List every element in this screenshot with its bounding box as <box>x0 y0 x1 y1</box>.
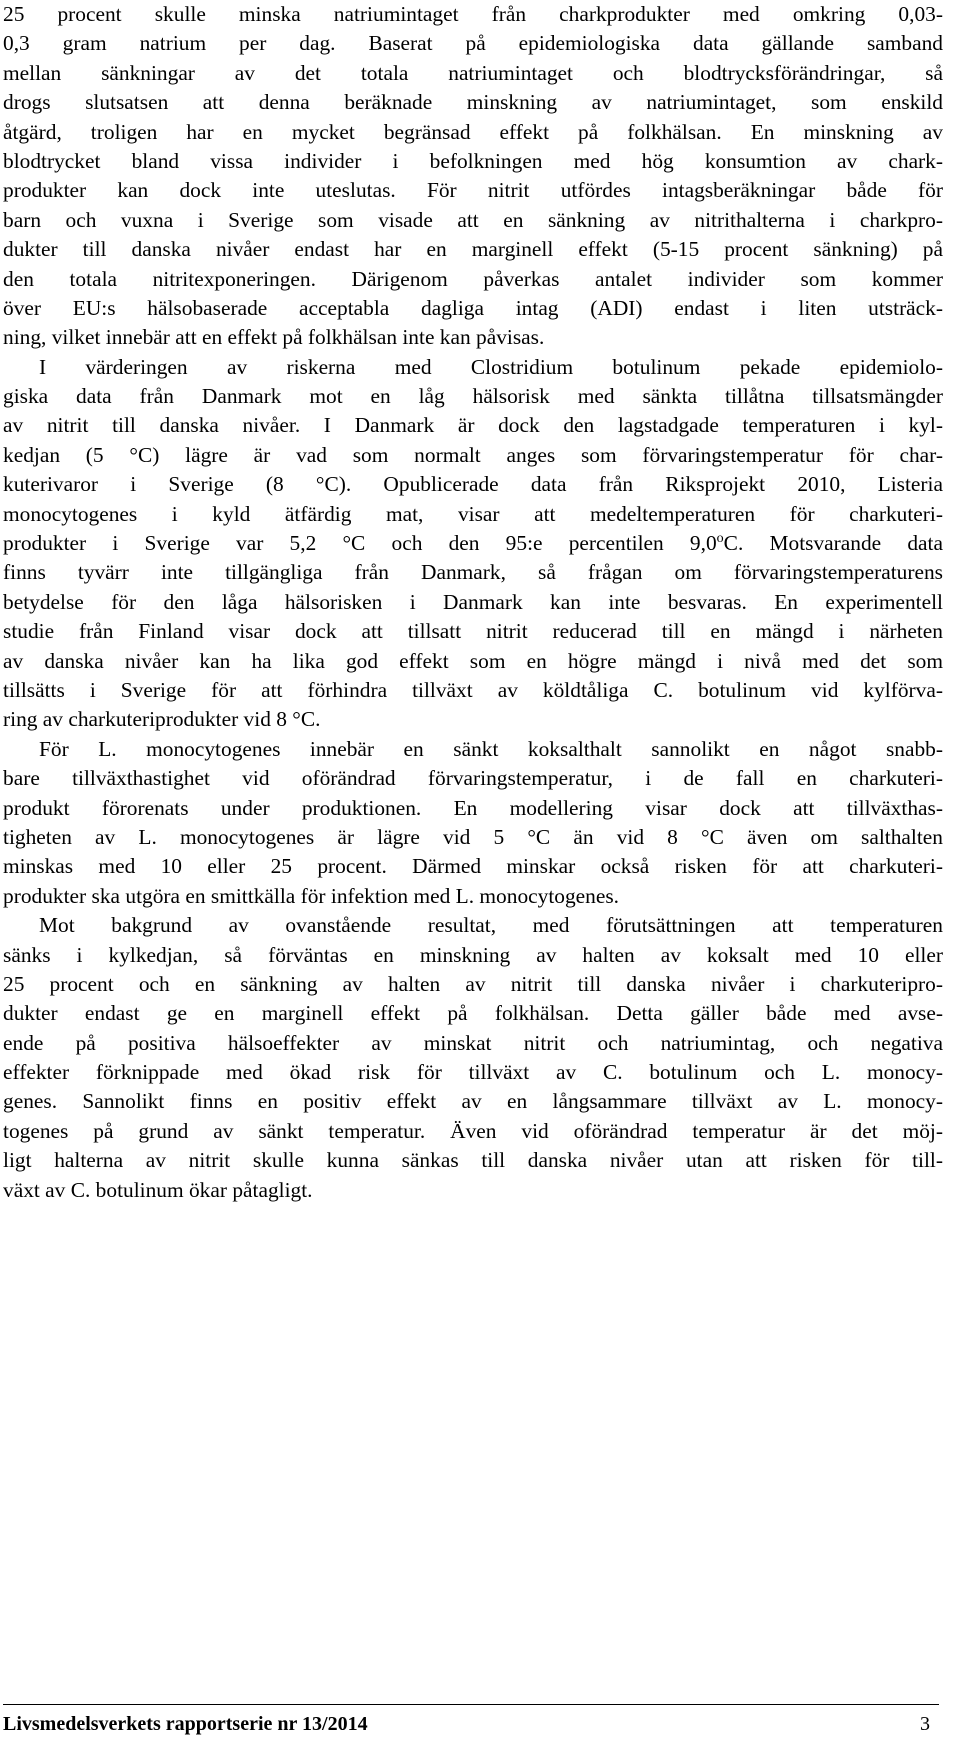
text-line: ring av charkuteriprodukter vid 8 °C. <box>3 707 321 732</box>
text-line: effekter förknippade med ökad risk för tillväxt av C. botulinum och L. monocy- <box>3 1060 943 1085</box>
text-segment: produkter i Sverige var 5,2 °C och den 95:e percentilen 9,0 <box>3 531 717 556</box>
text-line: produkter ska utgöra en smittkälla för infektion med L. monocytogenes. <box>3 883 620 908</box>
text-line: dukter endast ge en marginell effekt på folkhälsan. Detta gäller både med avse- <box>3 1001 943 1026</box>
text-line: tigheten av L. monocytogenes är lägre vid 5 °C än vid 8 °C även om salthalten <box>3 824 943 849</box>
text-line: giska data från Danmark mot en låg hälsorisk med sänkta tillåtna tillsatsmängder <box>3 384 943 409</box>
text-line: ning, vilket innebär att en effekt på folkhälsan inte kan påvisas. <box>3 325 545 350</box>
text-line: sänks i kylkedjan, så förväntas en minskning av halten av koksalt med 10 eller <box>3 942 943 967</box>
text-line-content: I värderingen av riskerna med Clostridium botulinum pekade epidemiolo- <box>39 354 943 379</box>
text-line: bare tillväxthastighet vid oförändrad förvaringstemperatur, i de fall en charkuteri- <box>3 766 943 791</box>
text-line <box>3 735 943 764</box>
text-line: finns tyvärr inte tillgängliga från Danmark, så frågan om förvaringstemperaturens <box>3 560 943 585</box>
text-line: betydelse för den låga hälsorisken i Danmark kan inte besvaras. En experimentell <box>3 589 943 614</box>
text-line: växt av C. botulinum ökar påtagligt. <box>3 1177 313 1202</box>
body-text <box>3 0 943 1205</box>
text-line: studie från Finland visar dock att tillsatt nitrit reducerad till en mängd i närheten <box>3 619 943 644</box>
text-line-with-superscript <box>3 529 943 558</box>
text-line: produkt förorenats under produktionen. En modellering visar dock att tillväxthas- <box>3 795 943 820</box>
text-line: 0,3 gram natrium per dag. Baserat på epidemiologiska data gällande samband <box>3 31 943 56</box>
text-line: 25 procent och en sänkning av halten av nitrit till danska nivåer i charkuteripro- <box>3 971 943 996</box>
text-line <box>3 353 943 382</box>
text-line: av nitrit till danska nivåer. I Danmark är dock den lagstadgade temperaturen i kyl- <box>3 413 943 438</box>
text-line: kedjan (5 °C) lägre är vad som normalt anges som förvaringstemperatur för char- <box>3 442 943 467</box>
text-line: den totala nitritexponeringen. Därigenom påverkas antalet individer som kommer <box>3 266 943 291</box>
text-line: över EU:s hälsobaserade acceptabla dagliga intag (ADI) endast i liten utsträck- <box>3 295 943 320</box>
text-line-content: Mot bakgrund av ovanstående resultat, med förutsättningen att temperaturen <box>39 913 943 938</box>
text-line: monocytogenes i kyld ätfärdig mat, visar att medeltemperaturen för charkuteri- <box>3 501 943 526</box>
text-segment: C. Motsvarande data <box>723 531 943 556</box>
text-line: dukter till danska nivåer endast har en marginell effekt (5-15 procent sänkning) på <box>3 237 943 262</box>
text-line: av danska nivåer kan ha lika god effekt som en högre mängd i nivå med det som <box>3 648 943 673</box>
footer-divider <box>3 1704 939 1705</box>
text-line: produkter kan dock inte uteslutas. För nitrit utfördes intagsberäkningar både för <box>3 178 943 203</box>
text-line: togenes på grund av sänkt temperatur. Även vid oförändrad temperatur är det möj- <box>3 1118 943 1143</box>
text-line: ligt halterna av nitrit skulle kunna sänkas till danska nivåer utan att risken för till- <box>3 1148 943 1173</box>
text-line: blodtrycket bland vissa individer i befolkningen med hög konsumtion av chark- <box>3 148 943 173</box>
text-line: drogs slutsatsen att denna beräknade minskning av natriumintaget, som enskild <box>3 90 943 115</box>
text-line: barn och vuxna i Sverige som visade att en sänkning av nitrithalterna i charkpro- <box>3 207 943 232</box>
text-line: minskas med 10 eller 25 procent. Därmed minskar också risken för att charkuteri- <box>3 854 943 879</box>
text-line-content: För L. monocytogenes innebär en sänkt koksalthalt sannolikt en något snabb- <box>39 736 943 761</box>
page-number: 3 <box>920 1713 930 1735</box>
text-line: ende på positiva hälsoeffekter av minskat nitrit och natriumintag, och negativa <box>3 1030 943 1055</box>
text-line: tillsätts i Sverige för att förhindra tillväxt av köldtåliga C. botulinum vid kylförva- <box>3 677 943 702</box>
text-line: 25 procent skulle minska natriumintaget från charkprodukter med omkring 0,03- <box>3 2 943 26</box>
text-line: genes. Sannolikt finns en positiv effekt av en långsammare tillväxt av L. monocy- <box>3 1089 943 1114</box>
text-line: åtgärd, troligen har en mycket begränsad effekt på folkhälsan. En minskning av <box>3 119 943 144</box>
degree-superscript: o <box>716 531 724 547</box>
footer-series-title: Livsmedelsverkets rapportserie nr 13/2014 <box>3 1713 368 1735</box>
text-line: mellan sänkningar av det totala natriumintaget och blodtrycksförändringar, så <box>3 60 943 85</box>
text-line: kuterivaror i Sverige (8 °C). Opublicerade data från Riksprojekt 2010, Listeria <box>3 472 943 497</box>
text-line <box>3 911 943 940</box>
